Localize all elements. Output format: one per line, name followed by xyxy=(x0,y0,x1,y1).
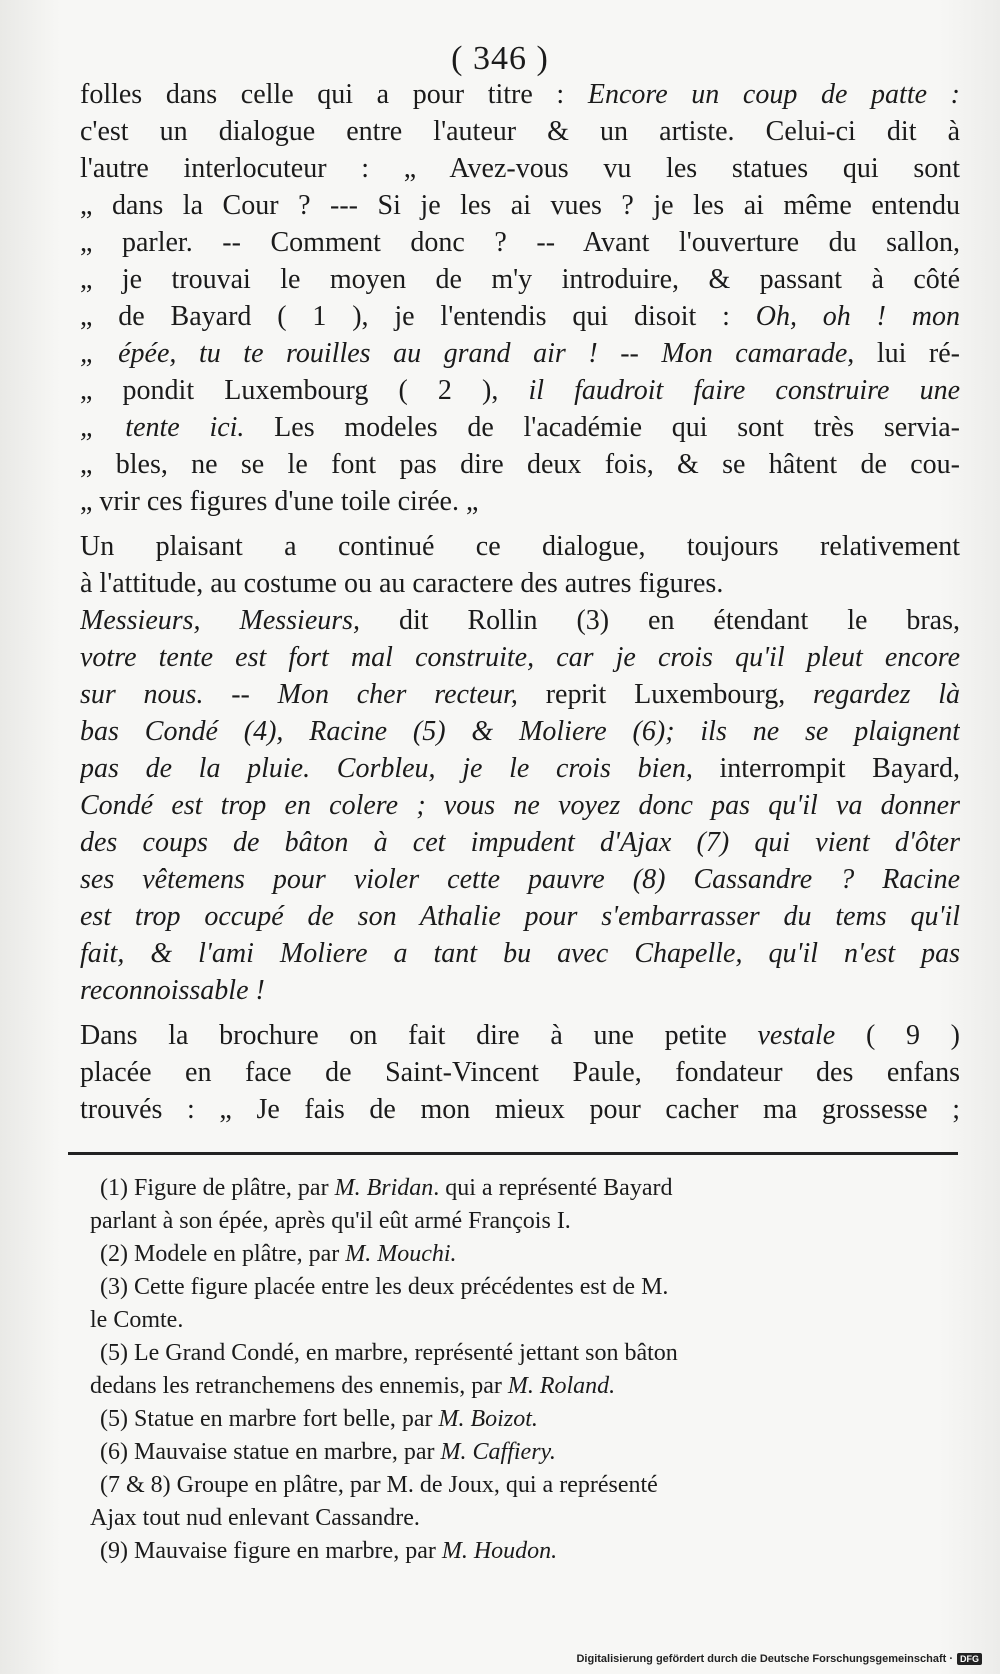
italic-segment: regardez là xyxy=(813,679,960,710)
italic-segment: fait, & l'ami Moliere a tant bu avec Chapelle, qu'il n'est pas xyxy=(80,938,960,969)
text-line xyxy=(80,187,960,224)
text-line xyxy=(80,372,960,409)
text-line xyxy=(80,602,960,639)
text-line xyxy=(80,676,960,713)
text-segment: Les modeles de l'académie qui sont très servia- xyxy=(274,412,960,443)
italic-segment: bas Condé (4), Racine (5) & Moliere (6); ils ne se plaignent xyxy=(80,716,960,747)
italic-segment: il faudroit faire construire une xyxy=(528,375,960,406)
text-segment: interrompit Bayard, xyxy=(719,753,960,784)
italic-segment: Messieurs, Messieurs, xyxy=(80,605,399,636)
text-segment: (5) Statue en marbre fort belle, par xyxy=(100,1406,439,1432)
text-line xyxy=(80,528,960,565)
text-segment: à l'attitude, au costume ou au caractere des autres figures. xyxy=(80,568,724,599)
digitization-imprint xyxy=(576,1653,982,1665)
text-line xyxy=(80,224,960,261)
footnote-line xyxy=(100,1535,958,1568)
footnote-line xyxy=(100,1403,958,1436)
text-line xyxy=(80,972,960,1009)
text-segment: „ vrir ces figures d'une toile cirée. „ xyxy=(80,486,479,517)
text-segment: parlant à son épée, après qu'il eût armé François I. xyxy=(90,1208,571,1234)
italic-segment: des coups de bâton à cet impudent d'Ajax (7) qui vient d'ôter xyxy=(80,827,960,858)
paragraph-gap xyxy=(80,520,960,528)
text-segment: „ je trouvai le moyen de m'y introduire, & passant à côté xyxy=(80,264,960,295)
text-segment: (5) Le Grand Condé, en marbre, représenté jettant son bâton xyxy=(100,1340,678,1366)
footnote-line xyxy=(100,1469,958,1502)
footnote-line xyxy=(100,1436,958,1469)
text-segment: reprit Luxembourg, xyxy=(545,679,813,710)
text-line xyxy=(80,298,960,335)
footnote-line xyxy=(100,1337,958,1370)
text-segment: dedans les retranchemens des ennemis, par xyxy=(90,1373,508,1399)
footnote-line xyxy=(90,1502,958,1535)
italic-segment: „ épée, tu te rouilles au grand air ! -- Mon camarade xyxy=(80,338,848,369)
text-segment: placée en face de Saint-Vincent Paule, fondateur des enfans xyxy=(80,1057,960,1088)
text-line xyxy=(80,861,960,898)
text-line xyxy=(80,446,960,483)
text-segment: le Comte. xyxy=(90,1307,184,1333)
text-line xyxy=(80,1017,960,1054)
italic-segment: M. Boizot. xyxy=(438,1406,538,1432)
text-segment: „ parler. -- Comment donc ? -- Avant l'ouverture du sallon, xyxy=(80,227,960,258)
italic-segment: M. Roland. xyxy=(507,1373,616,1399)
italic-segment: M. Bridan xyxy=(334,1175,434,1201)
italic-segment: M. Mouchi. xyxy=(345,1241,457,1267)
text-line xyxy=(80,261,960,298)
text-segment: c'est un dialogue entre l'auteur & un artiste. Celui-ci dit à xyxy=(80,116,960,147)
text-line xyxy=(80,113,960,150)
text-line xyxy=(80,1091,960,1128)
text-segment: Dans la brochure on fait dire à une petite xyxy=(80,1020,758,1051)
text-segment: „ dans la Cour ? --- Si je les ai vues ? je les ai même entendu xyxy=(80,190,960,221)
italic-segment: Condé est trop en colere ; vous ne voyez donc pas qu'il va donner xyxy=(80,790,960,821)
text-line xyxy=(80,565,960,602)
italic-segment: vestale xyxy=(757,1020,836,1051)
text-segment: „ bles, ne se le font pas dire deux fois, & se hâtent de cou- xyxy=(80,449,960,480)
italic-segment: pas de la pluie. Corbleu, je le crois bien, xyxy=(80,753,720,784)
text-segment: (7 & 8) Groupe en plâtre, par M. de Joux, qui a représenté xyxy=(100,1472,658,1498)
text-segment: Un plaisant a continué ce dialogue, toujours relativement xyxy=(80,531,960,562)
text-segment: (3) Cette figure placée entre les deux précédentes est de M. xyxy=(100,1274,669,1300)
text-segment: trouvés : „ Je fais de mon mieux pour cacher ma grossesse ; xyxy=(80,1094,960,1125)
text-segment: (1) Figure de plâtre, par xyxy=(100,1175,335,1201)
italic-segment: sur nous. -- Mon cher recteur, xyxy=(80,679,546,710)
text-line xyxy=(80,76,960,113)
text-line xyxy=(80,150,960,187)
text-line xyxy=(80,935,960,972)
text-line xyxy=(80,824,960,861)
text-segment: dit Rollin (3) en étendant le bras, xyxy=(398,605,960,636)
text-line xyxy=(80,1054,960,1091)
text-segment: , lui ré- xyxy=(847,338,960,369)
text-segment: (6) Mauvaise statue en marbre, par xyxy=(100,1439,441,1465)
italic-segment: „ tente ici. xyxy=(80,412,275,443)
footnote-line xyxy=(100,1238,958,1271)
text-line xyxy=(80,483,960,520)
imprint-text: Digitalisierung gefördert durch die Deutsche Forschungsgemeinschaft · xyxy=(576,1653,953,1665)
footnote-line xyxy=(90,1370,958,1403)
text-line xyxy=(80,750,960,787)
text-line xyxy=(80,335,960,372)
footnote-line xyxy=(90,1304,958,1337)
footnotes xyxy=(90,1172,958,1568)
footnote-line xyxy=(100,1271,958,1304)
italic-segment: votre tente est fort mal construite, car je crois qu'il pleut encore xyxy=(80,642,960,673)
text-line xyxy=(80,639,960,676)
footnote-line xyxy=(100,1172,958,1205)
italic-segment: ses vêtemens pour violer cette pauvre (8) Cassandre ? Racine xyxy=(80,864,960,895)
body-text xyxy=(80,76,960,1128)
italic-segment: Encore un coup de patte : xyxy=(587,79,960,110)
footnote-line xyxy=(90,1205,958,1238)
page-number: ( 346 ) xyxy=(451,40,549,77)
text-segment: „ de Bayard ( 1 ), je l'entendis qui disoit : xyxy=(80,301,756,332)
text-line xyxy=(80,898,960,935)
text-segment: . qui a représenté Bayard xyxy=(433,1175,673,1201)
text-segment: l'autre interlocuteur : „ Avez-vous vu les statues qui sont xyxy=(80,153,960,184)
footnote-divider xyxy=(68,1152,958,1155)
text-line xyxy=(80,713,960,750)
paragraph-gap xyxy=(80,1009,960,1017)
text-segment: Ajax tout nud enlevant Cassandre. xyxy=(90,1505,420,1531)
italic-segment: Oh, oh ! mon xyxy=(755,301,960,332)
text-segment: (9) Mauvaise figure en marbre, par xyxy=(100,1538,442,1564)
italic-segment: est trop occupé de son Athalie pour s'embarrasser du tems qu'il xyxy=(80,901,960,932)
text-segment: folles dans celle qui a pour titre : xyxy=(80,79,588,110)
text-line xyxy=(80,787,960,824)
text-segment: ( 9 ) xyxy=(835,1020,960,1051)
italic-segment: M. Caffiery. xyxy=(440,1439,556,1465)
italic-segment: reconnoissable ! xyxy=(80,975,265,1006)
text-line xyxy=(80,409,960,446)
text-segment: „ pondit Luxembourg ( 2 ), xyxy=(80,375,529,406)
italic-segment: M. Houdon. xyxy=(441,1538,558,1564)
dfg-logo: DFG xyxy=(957,1653,982,1665)
text-segment: (2) Modele en plâtre, par xyxy=(100,1241,346,1267)
